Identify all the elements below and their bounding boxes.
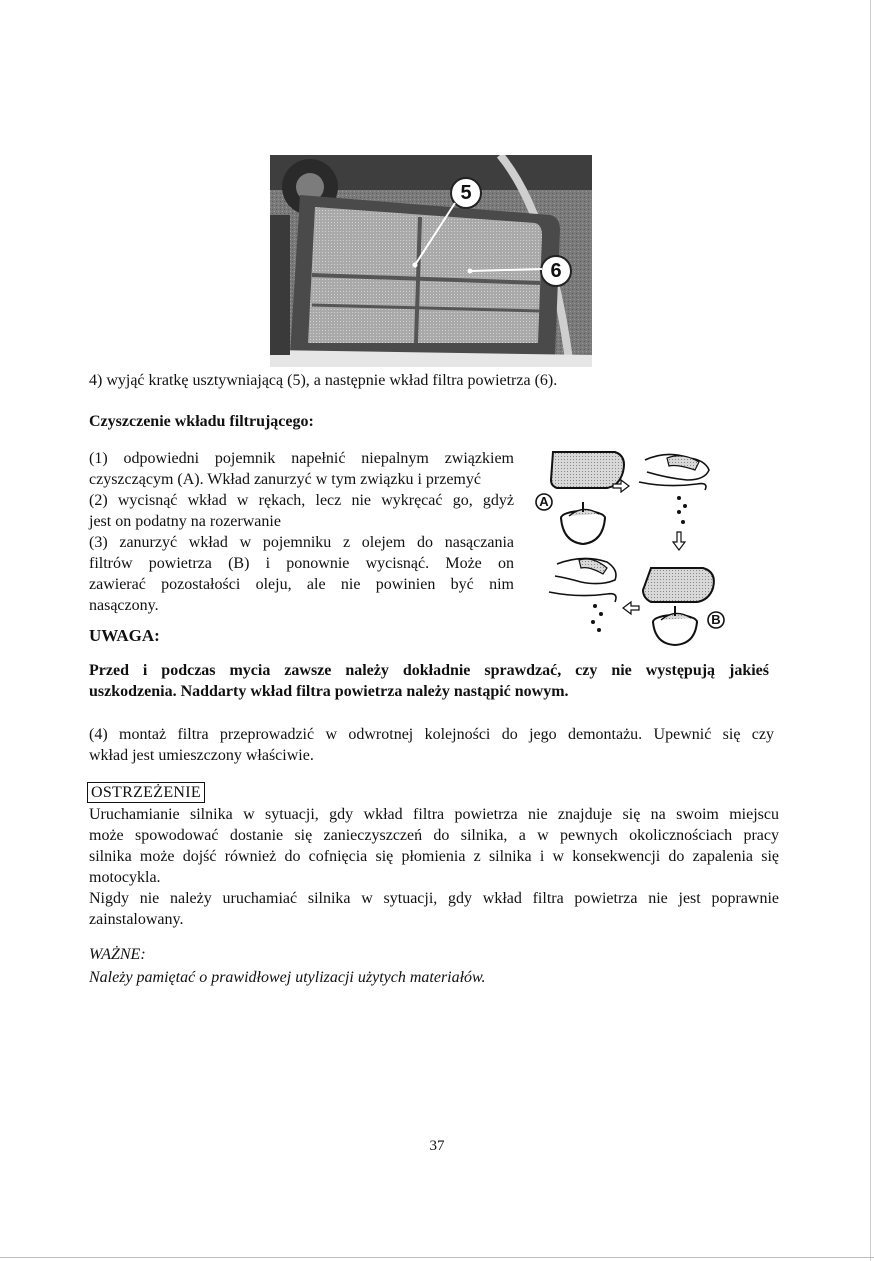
warning-line: Uruchamianie silnika w sytuacji, gdy wkład filtra powietrza nie znajduje się na swoim miejscu: [89, 806, 779, 823]
cleaning-line: czyszczącym (A). Wkład zanurzyć w tym związku i przemyć: [89, 471, 481, 488]
uwaga-title: UWAGA:: [89, 626, 160, 645]
cleaning-line: zawierać pozostałości oleju, ale nie powinien być nim: [89, 576, 514, 593]
step-4-line: (4) montaż filtra przeprowadzić w odwrotnej kolejności do jego demontażu. Upewnić się czy: [89, 726, 774, 743]
warning-line: silnika może dojść również do cofnięcia się płomienia z silnika i w konsekwencji do zapalenia się: [89, 848, 779, 865]
warning-title: OSTRZEŻENIE: [87, 782, 205, 803]
warning-line: Nigdy nie należy uruchamiać silnika w sytuacji, gdy wkład filtra powietrza nie jest poprawnie: [89, 890, 779, 907]
label-a: A: [539, 494, 549, 509]
page-edge-bottom: [0, 1257, 874, 1258]
wazne-title: WAŻNE:: [89, 946, 146, 963]
uwaga-line: uszkodzenia. Naddarty wkład filtra powietrza należy nastąpić nowym.: [89, 683, 569, 700]
cleaning-line: (3) zanurzyć wkład w pojemniku z olejem do nasączania: [89, 534, 514, 551]
cleaning-line: nasączony.: [89, 597, 159, 614]
cleaning-steps: [89, 448, 514, 616]
warning-line: motocykla.: [89, 869, 161, 886]
wazne-body: Należy pamiętać o prawidłowej utylizacji użytych materiałów.: [89, 969, 486, 986]
air-filter-photo: [270, 155, 592, 367]
uwaga-line: Przed i podczas mycia zawsze należy dokładnie sprawdzać, czy nie występują jakieś: [89, 662, 769, 679]
page-number: 37: [429, 1138, 445, 1154]
callout-5-label: 5: [460, 182, 472, 204]
callout-leaders: [270, 155, 592, 367]
cleaning-illustration: [527, 446, 742, 646]
warning-body: [89, 804, 779, 930]
cleaning-line: (1) odpowiedni pojemnik napełnić niepalnym związkiem: [89, 450, 514, 467]
warning-line: może spowodować dostanie się zanieczyszczeń do silnika, a w pewnych okolicznościach pracy: [89, 827, 779, 844]
uwaga-body: [89, 660, 769, 702]
page-edge-right: [870, 0, 871, 1261]
cleaning-line: filtrów powietrza (B) i ponownie wycisnąć. Może on: [89, 555, 514, 572]
callout-6-label: 6: [550, 260, 562, 282]
step-4: [89, 724, 774, 766]
photo-caption: 4) wyjąć kratkę usztywniającą (5), a następnie wkład filtra powietrza (6).: [89, 372, 558, 389]
step-4-line: wkład jest umieszczony właściwie.: [89, 747, 314, 764]
label-b: B: [711, 612, 721, 627]
warning-line: zainstalowany.: [89, 911, 184, 928]
cleaning-heading: Czyszczenie wkładu filtrującego:: [89, 413, 314, 430]
cleaning-line: jest on podatny na rozerwanie: [89, 513, 281, 530]
cleaning-line: (2) wycisnąć wkład w rękach, lecz nie wykręcać go, gdyż: [89, 492, 514, 509]
